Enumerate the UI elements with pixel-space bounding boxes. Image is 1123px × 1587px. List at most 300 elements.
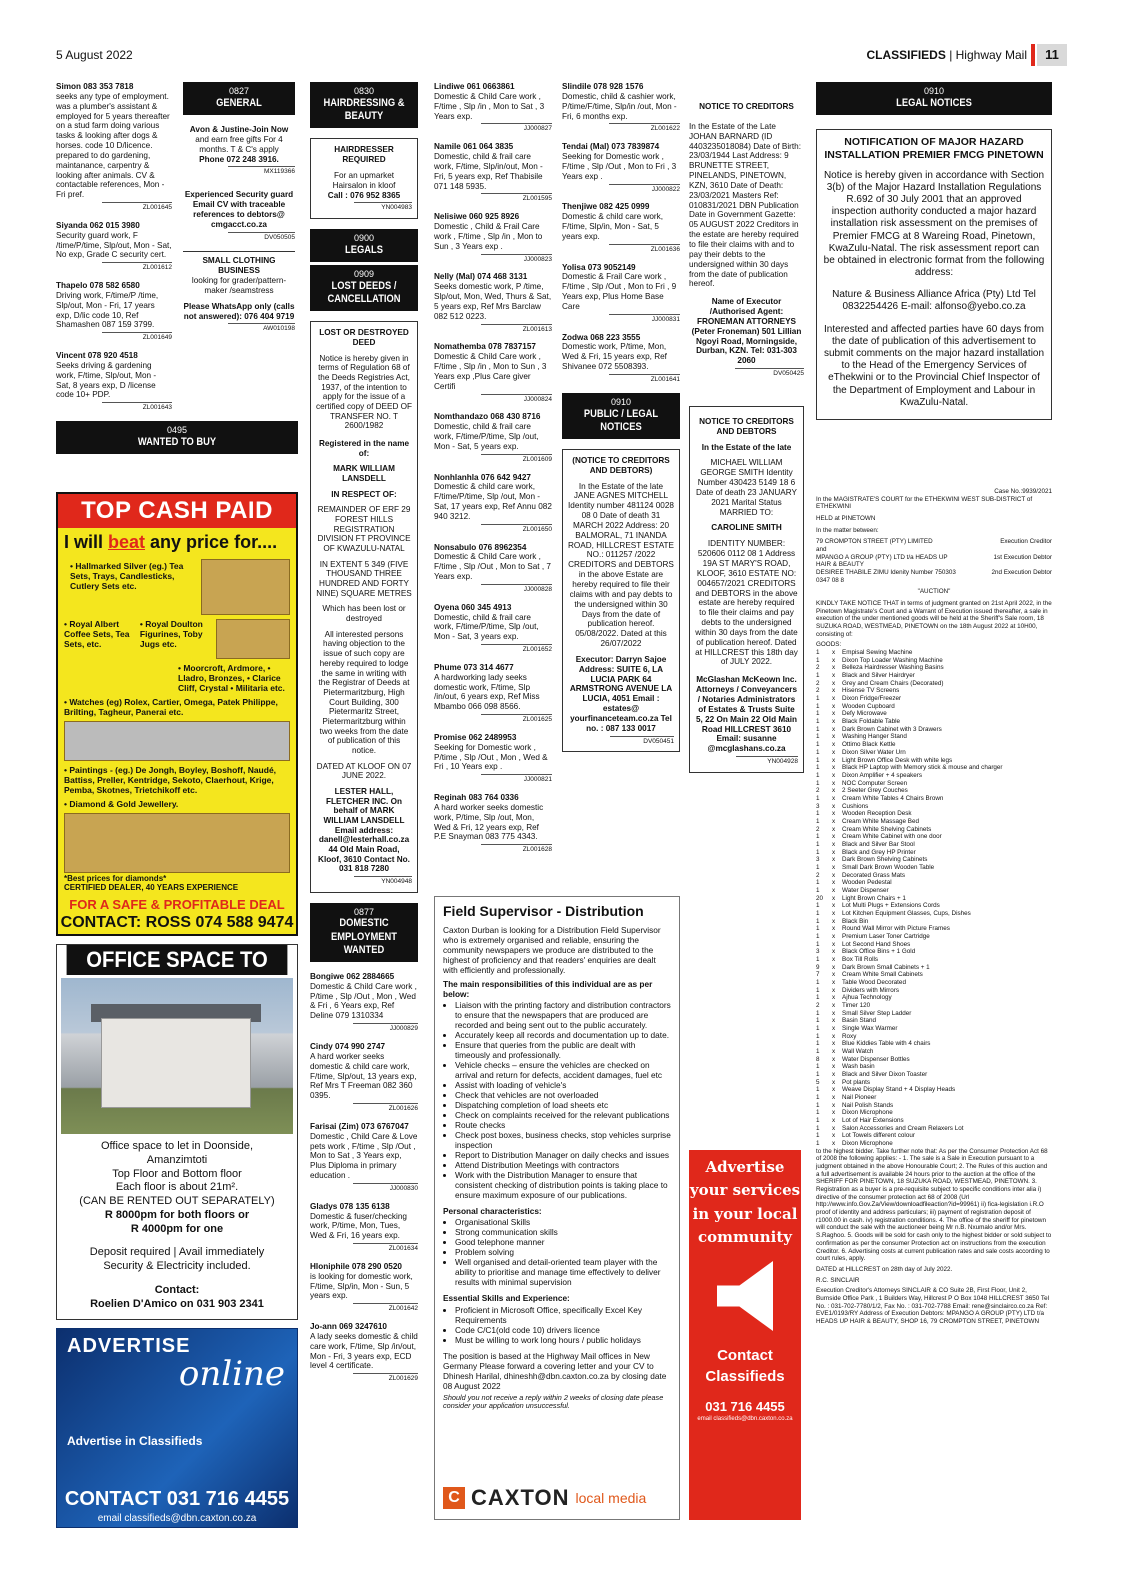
goods-cell: 1	[816, 917, 820, 925]
goods-cell: 1	[816, 1025, 820, 1033]
goods-cell: x	[832, 917, 836, 925]
goods-cell: x	[832, 718, 836, 726]
ad-body: is looking for domestic work, F/time, Slp/in, Mon - Sun, 5 years exp.	[310, 1271, 413, 1301]
ad-body: Office space to let in Doonside, Amanzimtoti Top Floor and Bottom floor Each floor is about 21m². (CAN BE RENTED OUT SEPARATELY) R 8000pm for both floors or R 4000pm for one Deposit required | Avail immediately Security & Electricity included. Contact: Roelien D'Amico on 031 903 2341	[79, 1140, 275, 1310]
ad-body: Driving work, F/time/P /time, Slp/out, Mon - Fri, 17 years exp, D/lic code 10, Ref Shamashen 087 159 3799.	[56, 290, 159, 330]
goods-cell: x	[832, 1124, 836, 1132]
goods-cell: Lot Second Hand Shoes	[842, 940, 911, 948]
classified-ad	[562, 82, 680, 133]
goods-cell: x	[832, 1101, 836, 1109]
ad-item: • Watches (eg) Rolex, Cartier, Omega, Patek Philippe, Brilting, Tagheur, Panerai etc.	[64, 697, 278, 717]
goods-cell: 2	[816, 871, 820, 879]
goods-cell: x	[832, 779, 836, 787]
ad-title: Lindiwe 061 0663861	[434, 82, 515, 91]
ad-title: Slindile 078 928 1576	[562, 82, 644, 91]
top-cash-paid-ad	[56, 492, 298, 936]
classified-ad	[310, 1322, 418, 1383]
creditors-notice: (NOTICE TO CREDITORS AND DEBTORS) In the Estate of the late JANE AGNES MITCHELL Identity number 481124 0028 08 0 Date of death 31 MARCH 2022 Address: 20 BALMORAL, 71 INANDA ROAD, HILLCREST ESTATE NO.: 011257 /2022 CREDITORS and DEBTORS in the above Estate are hereby required to file their claims with and pay debts to the undersigned within 30 Days from the date of publication hereof. 05/08/2022. Dated at this 26/07/2022 Executor: Darryn Sajoe Address: SUITE 6, LA LUCIA PARK 64 ARMSTRONG AVENUE LA LUCIA, 4051 Email : estates@ yourfinanceteam.co.za Tel no. : 087 133 0017 DV050451	[562, 449, 680, 753]
ad-ref: JJ000828	[481, 584, 552, 594]
category-legal-notices: 0910 LEGAL NOTICES	[816, 82, 1052, 115]
creditors-notice-smith: NOTICE TO CREDITORS AND DEBTORS In the Estate of the late MICHAEL WILLIAM GEORGE SMITH Identity Number 430423 5149 18 6 Date of death 23 JANUARY 2021 Marital Status MARRIED TO: CAROLINE SMITH IDENTITY NUMBER: 520606 0112 08 1 Address 19A ST MARY'S ROAD, KLOOF, 3610 ESTATE NO: 004657/2021 CREDITORS and DEBTORS in the above estate are hereby required to file their claims and pay debts to the undersigned within 30 days from the date of publication hereof. Dated at HILLCREST this 18th day of JULY 2022. McGlashan McKeown Inc. Attorneys / Conveyancers / Notaries Administrators of Estates & Trusts Suite 5, 22 On Main 22 Old Main Road HILLCREST 3610 Email: susanne @mcglashans.co.za YN004928	[689, 406, 804, 773]
column-7	[816, 82, 1052, 420]
goods-cell: x	[832, 986, 836, 994]
ad-title: Tendai (Mal) 073 7839874	[562, 142, 660, 152]
goods-cell: 1	[816, 779, 820, 787]
goods-cell: x	[832, 702, 836, 710]
goods-cell: Decorated Grass Mats	[842, 871, 905, 879]
goods-cell: Dixon Amplifier + 4 speakers	[842, 771, 922, 779]
goods-cell: Weave Display Stand + 4 Display Heads	[842, 1086, 956, 1094]
goods-cell: 1	[816, 863, 820, 871]
goods-cell: Lot of Hair Extensions	[842, 1117, 904, 1125]
goods-cell: x	[832, 825, 836, 833]
goods-cell: Lot Kitchen Equipment Glasses, Cups, Dishes	[842, 909, 971, 917]
ad-email: email classifieds@dbn.caxton.co.za	[97, 1513, 257, 1524]
category-lost-deeds: 0909 LOST DEEDS / CANCELLATION	[310, 265, 418, 311]
megaphone-icon	[717, 1261, 773, 1331]
figurines-image	[216, 619, 290, 659]
goods-cell: 2	[816, 664, 820, 672]
ad-title: Bongiwe 062 2884665	[310, 971, 395, 981]
goods-cell: NOC Computer Screen	[842, 779, 908, 787]
goods-cell: Table Wood Decorated	[842, 978, 906, 986]
goods-cell: Washing Hanger Stand	[842, 733, 907, 741]
goods-cell: Hisense TV Screens	[842, 687, 900, 695]
goods-cell: 1	[816, 1117, 820, 1125]
ad-ref: ZL001628	[481, 844, 552, 854]
skills-list: • Proficient in Microsoft Office, specifically Excel Key Requirements • Code C/C1(old code 10) drivers licence • Must be willing to work long hours / public holidays	[443, 1306, 671, 1346]
classified-ad	[434, 793, 552, 854]
goods-cell: 2	[816, 825, 820, 833]
ad-ref: ZL001649	[102, 332, 172, 342]
goods-cell: 1	[816, 978, 820, 986]
goods-cell: 1	[816, 994, 820, 1002]
goods-cell: Cream White Shelving Cabinets	[842, 825, 932, 833]
ad-ref: ZL001626	[353, 1103, 418, 1113]
goods-cell: Black Bin	[842, 917, 869, 925]
ad-title: Nelisiwe 060 925 8926	[434, 212, 520, 222]
ad-body: Seeks driving & gardening work, F/time, Slp/out, Mon - Sat, 8 years exp, D /license code 10+ PDP.	[56, 360, 157, 400]
goods-cell: 1	[816, 1094, 820, 1102]
column-3	[310, 82, 418, 1392]
goods-cell: x	[832, 1086, 836, 1094]
ad-ref: ZL001642	[353, 1303, 418, 1313]
goods-cell: 2	[816, 787, 820, 795]
goods-cell: Dark Brown Small Cabinets + 1	[842, 963, 930, 971]
goods-cell: 1	[816, 955, 820, 963]
classified-ad	[56, 82, 172, 212]
ad-ref: ZL001625	[481, 714, 552, 724]
goods-cell: Premium Laser Toner Cartridge	[842, 932, 930, 940]
goods-cell: Small Silver Step Ladder	[842, 1009, 912, 1017]
classified-ad	[310, 1202, 418, 1253]
goods-cell: x	[832, 710, 836, 718]
classified-ad	[434, 412, 552, 463]
goods-cell: Black and Silver Dixon Toaster	[842, 1071, 928, 1079]
ad-ref: ZL001636	[609, 244, 680, 254]
classified-ad	[434, 663, 552, 724]
goods-cell: x	[832, 756, 836, 764]
goods-cell: x	[832, 1040, 836, 1048]
goods-cell: x	[832, 955, 836, 963]
goods-cell: 1	[816, 840, 820, 848]
category-public-notices: 0910 PUBLIC / LEGAL NOTICES	[562, 393, 680, 439]
goods-cell: 1	[816, 879, 820, 887]
ad-ref: JJ000831	[609, 314, 680, 324]
ad-contact: CONTACT 031 716 4455	[64, 1488, 290, 1510]
ad-body: A hardworking lady seeks domestic work, F/time, Slp /in/out, 6 years exp, Ref Miss Mbambo 066 098 8566.	[434, 672, 540, 712]
goods-cell: x	[832, 733, 836, 741]
ad-note: Should you not receive a reply within 2 weeks of closing date please consider your application unsuccessful.	[443, 1392, 664, 1411]
section-title: CLASSIFIEDS | Highway Mail	[866, 48, 1027, 62]
goods-cell: x	[832, 840, 836, 848]
goods-cell: x	[832, 1132, 836, 1140]
ad-body: Domestic, child & frail care work, F/time, Slp/in/out, Mon - Fri, 5 years exp, Ref Thabisile 071 148 5935.	[434, 152, 543, 191]
classified-ad	[434, 212, 552, 263]
ad-body: A lady seeks domestic & child care work, F/time, Slp /in/out, Mon - Fri, 3 years exp, ECD level 4 certificate.	[310, 1331, 418, 1371]
ad-ref: JJ000824	[481, 394, 552, 404]
ad-ref: ZL001652	[481, 644, 552, 654]
goods-cell: x	[832, 1032, 836, 1040]
ad-ref: ZL001595	[481, 193, 552, 203]
ad-title: Thapelo 078 582 6580	[56, 281, 140, 291]
ad-body: Seeking for Domestic work , P/time , Slp /Out , Mon , Wed & Fri , 10 Years exp .	[434, 742, 548, 772]
ad-title: Simon 083 353 7818	[56, 82, 134, 91]
goods-cell: x	[832, 879, 836, 887]
ad-body: Domestic & Child Care work , F/time , Slp /Out , Mon to Sat , 7 Years exp.	[434, 552, 551, 582]
goods-cell: Black Office Bins + 1 Gold	[842, 948, 916, 956]
goods-cell: 2	[816, 1002, 820, 1009]
section-title: The main responsibilities of this individual are as per below:	[443, 978, 653, 999]
ad-title: Nonsabulo 076 8962354	[434, 542, 527, 552]
goods-cell: x	[832, 672, 836, 680]
classified-ad	[434, 543, 552, 594]
goods-cell: Nail Polish Stands	[842, 1101, 894, 1109]
goods-cell: 9	[816, 963, 820, 971]
goods-cell: 5	[816, 1078, 820, 1086]
goods-cell: 1	[816, 756, 820, 764]
ad-body: Domestic & Child Care work , F/time , Slp /in , Mon to Sat , 3 Years exp.	[434, 91, 545, 121]
goods-cell: 1	[816, 1048, 820, 1056]
ad-item: • Moorcroft, Ardmore, • Lladro, Bronzes, • Clarice Cliff, Crystal • Militaria etc.	[178, 663, 285, 693]
page-number: 11	[1037, 44, 1067, 66]
ad-title: Nomthandazo 068 430 8716	[434, 412, 541, 422]
ad-title: Reginah 083 764 0336	[434, 793, 519, 803]
ad-tagline: FOR A SAFE & PROFITABLE DEAL	[69, 897, 285, 912]
goods-cell: x	[832, 1063, 836, 1071]
goods-cell: Water Dispenser	[842, 886, 889, 894]
classified-ad	[56, 281, 172, 342]
goods-cell: x	[832, 886, 836, 894]
ad-intro: Caxton Durban is looking for a Distribution Field Supervisor who is extremely organised and reliable, ensuring the community newspapers we produce are distributed to the highest of proficiency and that readers' enquiries are dealt with efficiently and professionally.	[443, 924, 661, 975]
column-6	[689, 82, 804, 783]
goods-cell: 1	[816, 748, 820, 756]
goods-cell: x	[832, 971, 836, 979]
ad-body: Domestic, child & cashier work, P/time/F/time, Slp/in /out, Mon - Fri, 6 months exp.	[562, 91, 677, 121]
ad-body: Domestic & child care work, F/time/P/time, Slp /out, Mon - Sat, 17 years exp, Ref Annu 082 940 3212.	[434, 482, 552, 521]
goods-cell: x	[832, 679, 836, 687]
goods-cell: Round Wall Mirror with Picture Frames	[842, 925, 950, 933]
ad-ref: JJ000829	[353, 1023, 418, 1033]
goods-cell: Light Brown Chairs + 1	[842, 894, 906, 902]
goods-cell: x	[832, 764, 836, 772]
goods-cell: Black HP Laptop with Memory stick & mouse and charger	[842, 764, 1003, 772]
classified-ad	[434, 733, 552, 784]
ad-body: Domestic, child & frail care work, F/time/P/time, Slp /out, Mon - Sat, 5 years exp.	[434, 422, 539, 451]
ad-subheadline: I will beat any price for....	[64, 532, 278, 552]
ad-ref: JJ000827	[481, 123, 552, 133]
ad-title: Hloniphile 078 290 0520	[310, 1261, 402, 1271]
ad-title: Gladys 078 135 6138	[310, 1201, 390, 1211]
goods-cell: Wooden Cupboard	[842, 702, 895, 710]
advertise-community-ad	[689, 1150, 801, 1520]
goods-cell: 1	[816, 1101, 820, 1109]
goods-cell: 1	[816, 1140, 820, 1148]
goods-cell: 1	[816, 656, 820, 664]
goods-cell: x	[832, 1048, 836, 1056]
goods-cell: 8	[816, 1055, 820, 1063]
goods-cell: x	[832, 894, 836, 902]
goods-cell: x	[832, 963, 836, 971]
goods-cell: x	[832, 802, 836, 810]
goods-cell: x	[832, 695, 836, 703]
goods-cell: x	[832, 810, 836, 818]
ad-ref: JJ000821	[481, 774, 552, 784]
classified-ad	[434, 603, 552, 654]
goods-cell: 3	[816, 856, 820, 864]
category-domestic: 0877 DOMESTIC EMPLOYMENT WANTED	[310, 903, 418, 962]
page-header	[56, 44, 1067, 66]
goods-cell: Wall Watch	[842, 1048, 874, 1056]
goods-cell: 1	[816, 833, 820, 841]
goods-cell: x	[832, 794, 836, 802]
goods-cell: x	[832, 863, 836, 871]
goods-cell: Pot plants	[842, 1078, 871, 1086]
column-5	[562, 82, 680, 762]
ad-ref: ZL001622	[609, 123, 680, 133]
jewellery-image	[64, 813, 290, 873]
goods-cell: 1	[816, 702, 820, 710]
goods-cell: Grey and Cream Chairs (Decorated)	[842, 679, 944, 687]
goods-cell: x	[832, 848, 836, 856]
goods-cell: 1	[816, 725, 820, 733]
goods-cell: Belleza Hairdresser Washing Basins	[842, 664, 944, 672]
category-hairdressing: 0830 HAIRDRESSING & BEAUTY	[310, 82, 418, 128]
classified-ad	[56, 221, 172, 272]
goods-cell: Dixon Fridge/Freezer	[842, 695, 902, 703]
goods-cell: x	[832, 978, 836, 986]
goods-cell: Light Brown Office Desk with white legs	[842, 756, 953, 764]
goods-cell: 1	[816, 1009, 820, 1017]
classified-ad	[310, 1042, 418, 1113]
ad-headline: TOP CASH PAID	[58, 494, 296, 528]
goods-cell: x	[832, 856, 836, 864]
goods-cell: Dixon Silver Water Urn	[842, 748, 906, 756]
ad-headline: ADVERTISE	[67, 1335, 191, 1357]
ad-ref: JJ000823	[481, 254, 552, 264]
goods-cell: x	[832, 1078, 836, 1086]
goods-cell: x	[832, 1071, 836, 1079]
goods-cell: Black and Silver Bar Stool	[842, 840, 915, 848]
goods-cell: Dark Brown Shelving Cabinets	[842, 856, 928, 864]
ad-body: Domestic & Child Care work , P/time , Slp /Out , Mon , Wed & Fri , 6 Years exp, Ref Deline 079 1310334	[310, 981, 417, 1021]
ad-body: seeks any type of employment. was a plumber's assistant & employed for 5 years thereafter on a stud farm doing various tasks & looking after dogs & horses. code 10 D/licence. prepared to do gardening, maintanance, carpentry & looking after animals. CV & contactable references, Mon - Fri pref.	[56, 91, 170, 200]
goods-cell: 1	[816, 817, 820, 825]
goods-cell: Black Foldable Table	[842, 718, 900, 726]
classified-ad	[562, 202, 680, 253]
goods-cell: x	[832, 1109, 836, 1117]
ad-body: Domestic & child care work, F/time, Slp/in, Mon - Sat, 5 years exp.	[562, 212, 664, 241]
goods-cell: x	[832, 909, 836, 917]
lost-deed-notice: LOST OR DESTROYED DEED Notice is hereby given in terms of Regulation 68 of the Deeds Registries Act, 1937, of the intention to apply for the issue of a certified copy of DEED OF TRANSFER NO. T 2600/1982 Registered in the name of: MARK WILLIAM LANSDELL IN RESPECT OF: REMAINDER OF ERF 29 FOREST HILLS REGISTRATION DIVISION FT PROVINCE OF KWAZULU-NATAL IN EXTENT 5 349 (FIVE THOUSAND THREE HUNDRED AND FORTY NINE) SQUARE METRES Which has been lost or destroyed All interested persons having objection to the issue of such copy are hereby required to lodge the same in writing with the Registrar of Deeds at Pietermaritzburg, High Court Building, 300 Pietermaritz Street, Pietermaritzburg within two weeks from the date of publication of this notice. DATED AT KLOOF ON 07 JUNE 2022. LESTER HALL, FLETCHER INC. On behalf of MARK WILLIAM LANSDELL Email address: danell@lesterhall.co.za 44 Old Main Road, Kloof, 3610 Contact No. 031 818 7280 YN004948	[310, 321, 418, 892]
goods-cell: 1	[816, 1086, 820, 1094]
goods-cell: 1	[816, 1071, 820, 1079]
goods-cell: x	[832, 741, 836, 749]
goods-cell: 1	[816, 1124, 820, 1132]
ad-item: • Paintings - (eg.) De Jongh, Boyley, Boshoff, Naudé, Battiss, Preller, Kentridge, Sekoto, Claerhout, Krige, Pemba, Skotnes, Trietchikoff etc.	[64, 765, 277, 795]
goods-cell: Lot Towels different colour	[842, 1132, 915, 1140]
goods-cell: x	[832, 1117, 836, 1125]
ad-body: A hard worker seeks domestic work, P/time, Slp /out, Mon, Wed & Fri, 12 years exp, Ref P.E Snayman 083 775 4343.	[434, 802, 544, 842]
goods-cell: Black and Silver Hairdryer	[842, 672, 915, 680]
ad-headline: Field Supervisor - Distribution	[443, 903, 644, 919]
goods-cell: 1	[816, 695, 820, 703]
goods-cell: Dark Brown Cabinet with 3 Drawers	[842, 725, 942, 733]
goods-cell: x	[832, 902, 836, 910]
ad-body: Domestic & Frail Care work , F/time , Slp /Out , Mon to Fri , 9 Years exp, Plus Home Base Care	[562, 272, 677, 311]
goods-cell: Black and Grey HP Printer	[842, 848, 916, 856]
ad-ref: ZL001613	[481, 324, 552, 334]
court-auction-notice: Case No.:9939/2021 In the MAGISTRATE'S COURT for the ETHEKWINI WEST SUB-DISTRICT of ETHEKWINI HELD at PINETOWN In the matter between: 79 CROMPTON STREET (PTY) LIMITED Execution Creditor and MPANGO A GROUP (PTY) LTD t/a HEADS UP HAIR & BEAUTY 1st Execution Debtor DESIREE THABILE ZIMU Idenity Number 750303 0347 08 8 2nd Execution Debtor "AUCTION" KINDLY TAKE NOTICE THAT in terms of judgment granted on 21st April 2022, in the Pinetown Magistrate's Court and a Warrant of Execution issued thereafter, a sale in execution of the under mentioned goods will be held at the Sheriff's Sale room, 18 SUZUKA ROAD, WESTMEAD, PINETOWN on the 18th August 2022 at 10H00, consisting of: GOODS: 1 x Empisal Sewing Machine 1 x Dixon Top Loader Washing Machine 2 x Belleza Hairdresser Washing Basins 1 x Black and Silver Hairdryer 2 x Grey and Cream Chairs (Decorated) 2 x Hisense TV Screens 1 x Dixon Fridge/Freezer 1 x Wooden Cupboard 1 x Defy Microwave 1 x Black Foldable Table 1 x Dark Brown Cabinet with 3 Drawers 1 x Washing Hanger Stand 1 x Ottimo Black Kettle 1 x Dixon Silver Water Urn 1 x Light Brown Office Desk with white legs 1 x Black HP Laptop with Memory stick & mouse and charger 1 x Dixon Amplifier + 4 speakers 1 x NOC Computer Screen 2 x 2 Seeter Grey Couches 1 x Cream White Tables 4 Chairs Brown 3 x Cushions 1 x Wooden Reception Desk 1 x Cream White Massage Bed 2 x Cream White Shelving Cabinets 1 x Cream White Cabinet with one door 1 x Black and Silver Bar Stool 1 x Black and Grey HP Printer 3 x Dark Brown Shelving Cabinets 1 x Small Dark Brown Wooden Table 2 x Decorated Grass Mats 1 x Wooden Pedestal 1 x Water Dispenser 20 x Light Brown Chairs + 1 1 x Lot Multi Plugs + Extensions Cords 1 x Lot Kitchen Equipment Glasses, Cups, Dishes 1 x Black Bin 1 x Round Wall Mirror with Picture Frames 1 x Premium Laser Toner Cartridge 1 x Lot Second Hand Shoes 3 x Black Office Bins + 1 Gold 1 x Box Till Rolls 9 x Dark Brown Small Cabinets + 1 7 x Cream White Small Cabinets 1 x Table Wood Decorated 1 x Dividers with Mirrors 1 x Ajhua Technology 2 x Timer 120 1 x Small Silver Step Ladder 1 x Basin Stand 1 x Single Wax Warmer 1 x Roxy 1 x Blue Kiddies Table with 4 chairs 1 x Wall Watch 8 x Water Dispenser Bottles 1 x Wash basin 1 x Black and Silver Dixon Toaster 5 x Pot plants 1 x Weave Display Stand + 4 Display Heads 1 x Nail Pioneer 1 x Nail Polish Stands 1 x Dixon Microphone 1 x Lot of Hair Extensions 1 x Salon Accessories and Cream Relaxers Lot 1 x Lot Towels different colour 1 x Dixon Microphone to the highest bidder. Take further note that: As per the Consumer Protection Act 68 of 2008 the following applies: - 1. The sale is a Sale in Execution pursuant to a judgment obtained in the above Honourable Court; 2. The Rules of this auction and a full advertisement is available 24 hours prior to the auction at the office of the SHERIFF FOR PINETOWN, 18 SUZUKA ROAD, WESTMEAD, PINETOWN. 3. Registration as a buyer is a pre-requisite subject to specific conditions inter alia i) directive of the consumer protection act 68 of 2008 (Url http://www.info.Gov.Za/View/downloadfileaction?id=99961) ii) fica-legislation i.R.O proof of identity and address particulars; iii) payment of registration deposit of r1000.00 in cash. iv) registration conditions. 4. The office of the sheriff for pinetown will conduct the sale with the auctioneer being Mr n.B. Nxumalo and/or Mrs. S.Raghoo. 5. Goods will be sold for cash only to the highest bidder or sold subject to confirmation as per the consumer Protection act on instructions from the execution Creditor. 6. Advertising costs at current publication rates and sale costs according to court rules, apply. DATED at HILLCREST on 28th day of July 2022. R.C. SINCLAIR Execution Creditor's Attorneys SINCLAIR & CO Suite 2B, First Floor, Unit 2, Burnside Office Park , 1 Builders Way, Hillcrest P O Box 1048 HILLCREST 3650 Tel No. : 031-702-7780/1/2, Fax No. : 031-702-7788 Email: rene@sinclairco.co.za Ref: EVE1/0193/RY Address of Execution Debtors: MPANGO A GROUP (PTY) LTD t/a HEADS UP HAIR & BEAUTY, SHOP 16, 79 CROMPTON STREET, PINETOWN	[816, 488, 1052, 1325]
goods-cell: 1	[816, 794, 820, 802]
goods-cell: x	[832, 649, 836, 657]
ad-ref: ZL001634	[353, 1243, 418, 1253]
ad-contact: CONTACT: ROSS 074 588 9474	[58, 912, 296, 934]
ad-title: Siyanda 062 015 3980	[56, 220, 140, 230]
goods-cell: 2 Seeter Grey Couches	[842, 787, 908, 795]
ad-body: Domestic, child & frail care work, F/time/P/time, Slp /out, Mon - Sat, 3 years exp.	[434, 612, 539, 642]
goods-cell: x	[832, 725, 836, 733]
goods-cell: x	[832, 940, 836, 948]
goods-cell: Nail Pioneer	[842, 1094, 877, 1102]
goods-cell: 1	[816, 886, 820, 894]
avon-ad: Avon & Justine-Join Now and earn free gifts For 4 months. T & C's apply Phone 072 248 3916. MX119366	[189, 124, 295, 176]
classified-ad	[56, 351, 172, 412]
goods-cell: x	[832, 1140, 836, 1148]
classified-ad	[310, 1122, 418, 1193]
column-1	[56, 82, 217, 464]
hairdresser-ad: HAIRDRESSER REQUIRED For an upmarket Hairsalon in kloof Call : 076 952 8365 YN004983	[310, 138, 418, 219]
goods-cell: Small Dark Brown Wooden Table	[842, 863, 935, 871]
goods-cell: 1	[816, 1109, 820, 1117]
goods-cell: Basin Stand	[842, 1017, 876, 1025]
goods-cell: Single Wax Warmer	[842, 1025, 898, 1033]
category-legals: 0900 LEGALS	[310, 229, 418, 262]
goods-cell: x	[832, 925, 836, 933]
goods-cell: 1	[816, 940, 820, 948]
goods-cell: Cushions	[842, 802, 869, 810]
ad-title: Promise 062 2489953	[434, 732, 517, 742]
goods-cell: x	[832, 833, 836, 841]
column-2	[183, 82, 295, 342]
ad-ref: ZL001612	[102, 262, 172, 272]
goods-cell: 1	[816, 710, 820, 718]
goods-cell: 20	[816, 894, 824, 902]
watches-image	[64, 721, 290, 761]
ad-title: Oyena 060 345 4913	[434, 602, 512, 612]
ad-body: Seeking for Domestic work , F/time , Slp /Out , Mon to Fri , 3 Years exp .	[562, 152, 677, 181]
ad-closing: The position is based at the Highway Mail offices in New Germany Please forward a covering letter and your CV to Dhinesh Harilal, dhineshh@dbn.caxton.co.za by closing date 08 August 2022	[443, 1350, 667, 1391]
section-title: Personal characteristics:	[443, 1205, 542, 1216]
goods-cell: 1	[816, 649, 820, 657]
ad-item: • Hallmarked Silver (eg.) Tea Sets, Trays, Candlesticks, Cutlery Sets etc.	[70, 561, 184, 591]
ad-title: Namile 061 064 3835	[434, 142, 514, 152]
goods-cell: x	[832, 948, 836, 956]
caxton-logo: C CAXTON local media	[443, 1483, 671, 1513]
goods-cell: Dixon Top Loader Washing Machine	[842, 656, 943, 664]
ad-headline-script: online	[178, 1354, 285, 1394]
ad-title: Thenjiwe 082 425 0999	[562, 202, 650, 212]
ad-ref: ZL001645	[102, 202, 172, 212]
goods-cell: x	[832, 817, 836, 825]
ad-ref: JJ000822	[609, 184, 680, 194]
goods-cell: Wooden Reception Desk	[842, 810, 912, 818]
goods-cell: Dividers with Mirrors	[842, 986, 900, 994]
goods-cell: 3	[816, 948, 820, 956]
ad-title: Zodwa 068 223 3555	[562, 332, 641, 342]
ad-title: Jo-ann 069 3247610	[310, 1322, 387, 1332]
goods-cell: Ajhua Technology	[842, 994, 892, 1002]
goods-cell: x	[832, 748, 836, 756]
ad-item: • Diamond & Gold Jewellery.	[64, 799, 179, 809]
goods-cell: x	[832, 1017, 836, 1025]
ad-headline: OFFICE SPACE TO	[67, 945, 288, 975]
goods-cell: x	[832, 994, 836, 1002]
goods-cell: 1	[816, 672, 820, 680]
ad-ref: ZL001609	[481, 454, 552, 464]
goods-cell: x	[832, 1094, 836, 1102]
goods-cell: 1	[816, 733, 820, 741]
ad-body: Domestic & Child Care work , F/time , Slp /in , Mon to Sun , 3 Years exp ,Plus Care giver Certifi	[434, 352, 547, 391]
clothing-ad: SMALL CLOTHING BUSINESS looking for grader/pattern-maker /seamstress Please WhatsApp only (calls not answered): 076 404 9719 AW010198	[183, 251, 295, 333]
goods-cell: 1	[816, 810, 820, 818]
goods-cell: x	[832, 787, 836, 795]
goods-cell: Cream White Small Cabinets	[842, 971, 923, 979]
ad-body: Seeks domestic work, P /time, Slp/out, Mon, Wed, Thurs & Sat, 5 years exp, Ref Mrs Barclaw 082 512 0223.	[434, 282, 552, 321]
building-photo	[61, 978, 293, 1134]
classified-ad	[434, 473, 552, 534]
goods-cell: Defy Microwave	[842, 710, 887, 718]
goods-cell: 2	[816, 687, 820, 695]
ad-ref: ZL001629	[353, 1373, 418, 1383]
ad-body: A hard worker seeks domestic & child care work, F/time, Slp/out, 13 years exp, Ref Mrs T Freeman 082 360 0395.	[310, 1051, 417, 1101]
classified-ad	[434, 342, 552, 403]
goods-cell: Lot Multi Plugs + Extensions Cords	[842, 902, 940, 910]
goods-cell: x	[832, 1009, 836, 1017]
ad-email: email classifieds@dbn.caxton.co.za	[697, 1416, 793, 1422]
goods-cell: 1	[816, 909, 820, 917]
ad-ref: ZL001643	[102, 402, 172, 412]
ad-title: Nonhlanhla 076 642 9427	[434, 472, 531, 482]
office-space-ad	[56, 944, 298, 1320]
ad-title: Cindy 074 990 2747	[310, 1041, 386, 1051]
ad-subtitle: Advertise in Classifieds	[67, 1434, 203, 1448]
ad-cta: Contact Classifieds	[705, 1347, 785, 1385]
goods-cell: x	[832, 1025, 836, 1033]
column-4	[434, 82, 552, 863]
field-supervisor-ad	[434, 896, 680, 1520]
ad-phone: 031 716 4455	[705, 1399, 785, 1414]
